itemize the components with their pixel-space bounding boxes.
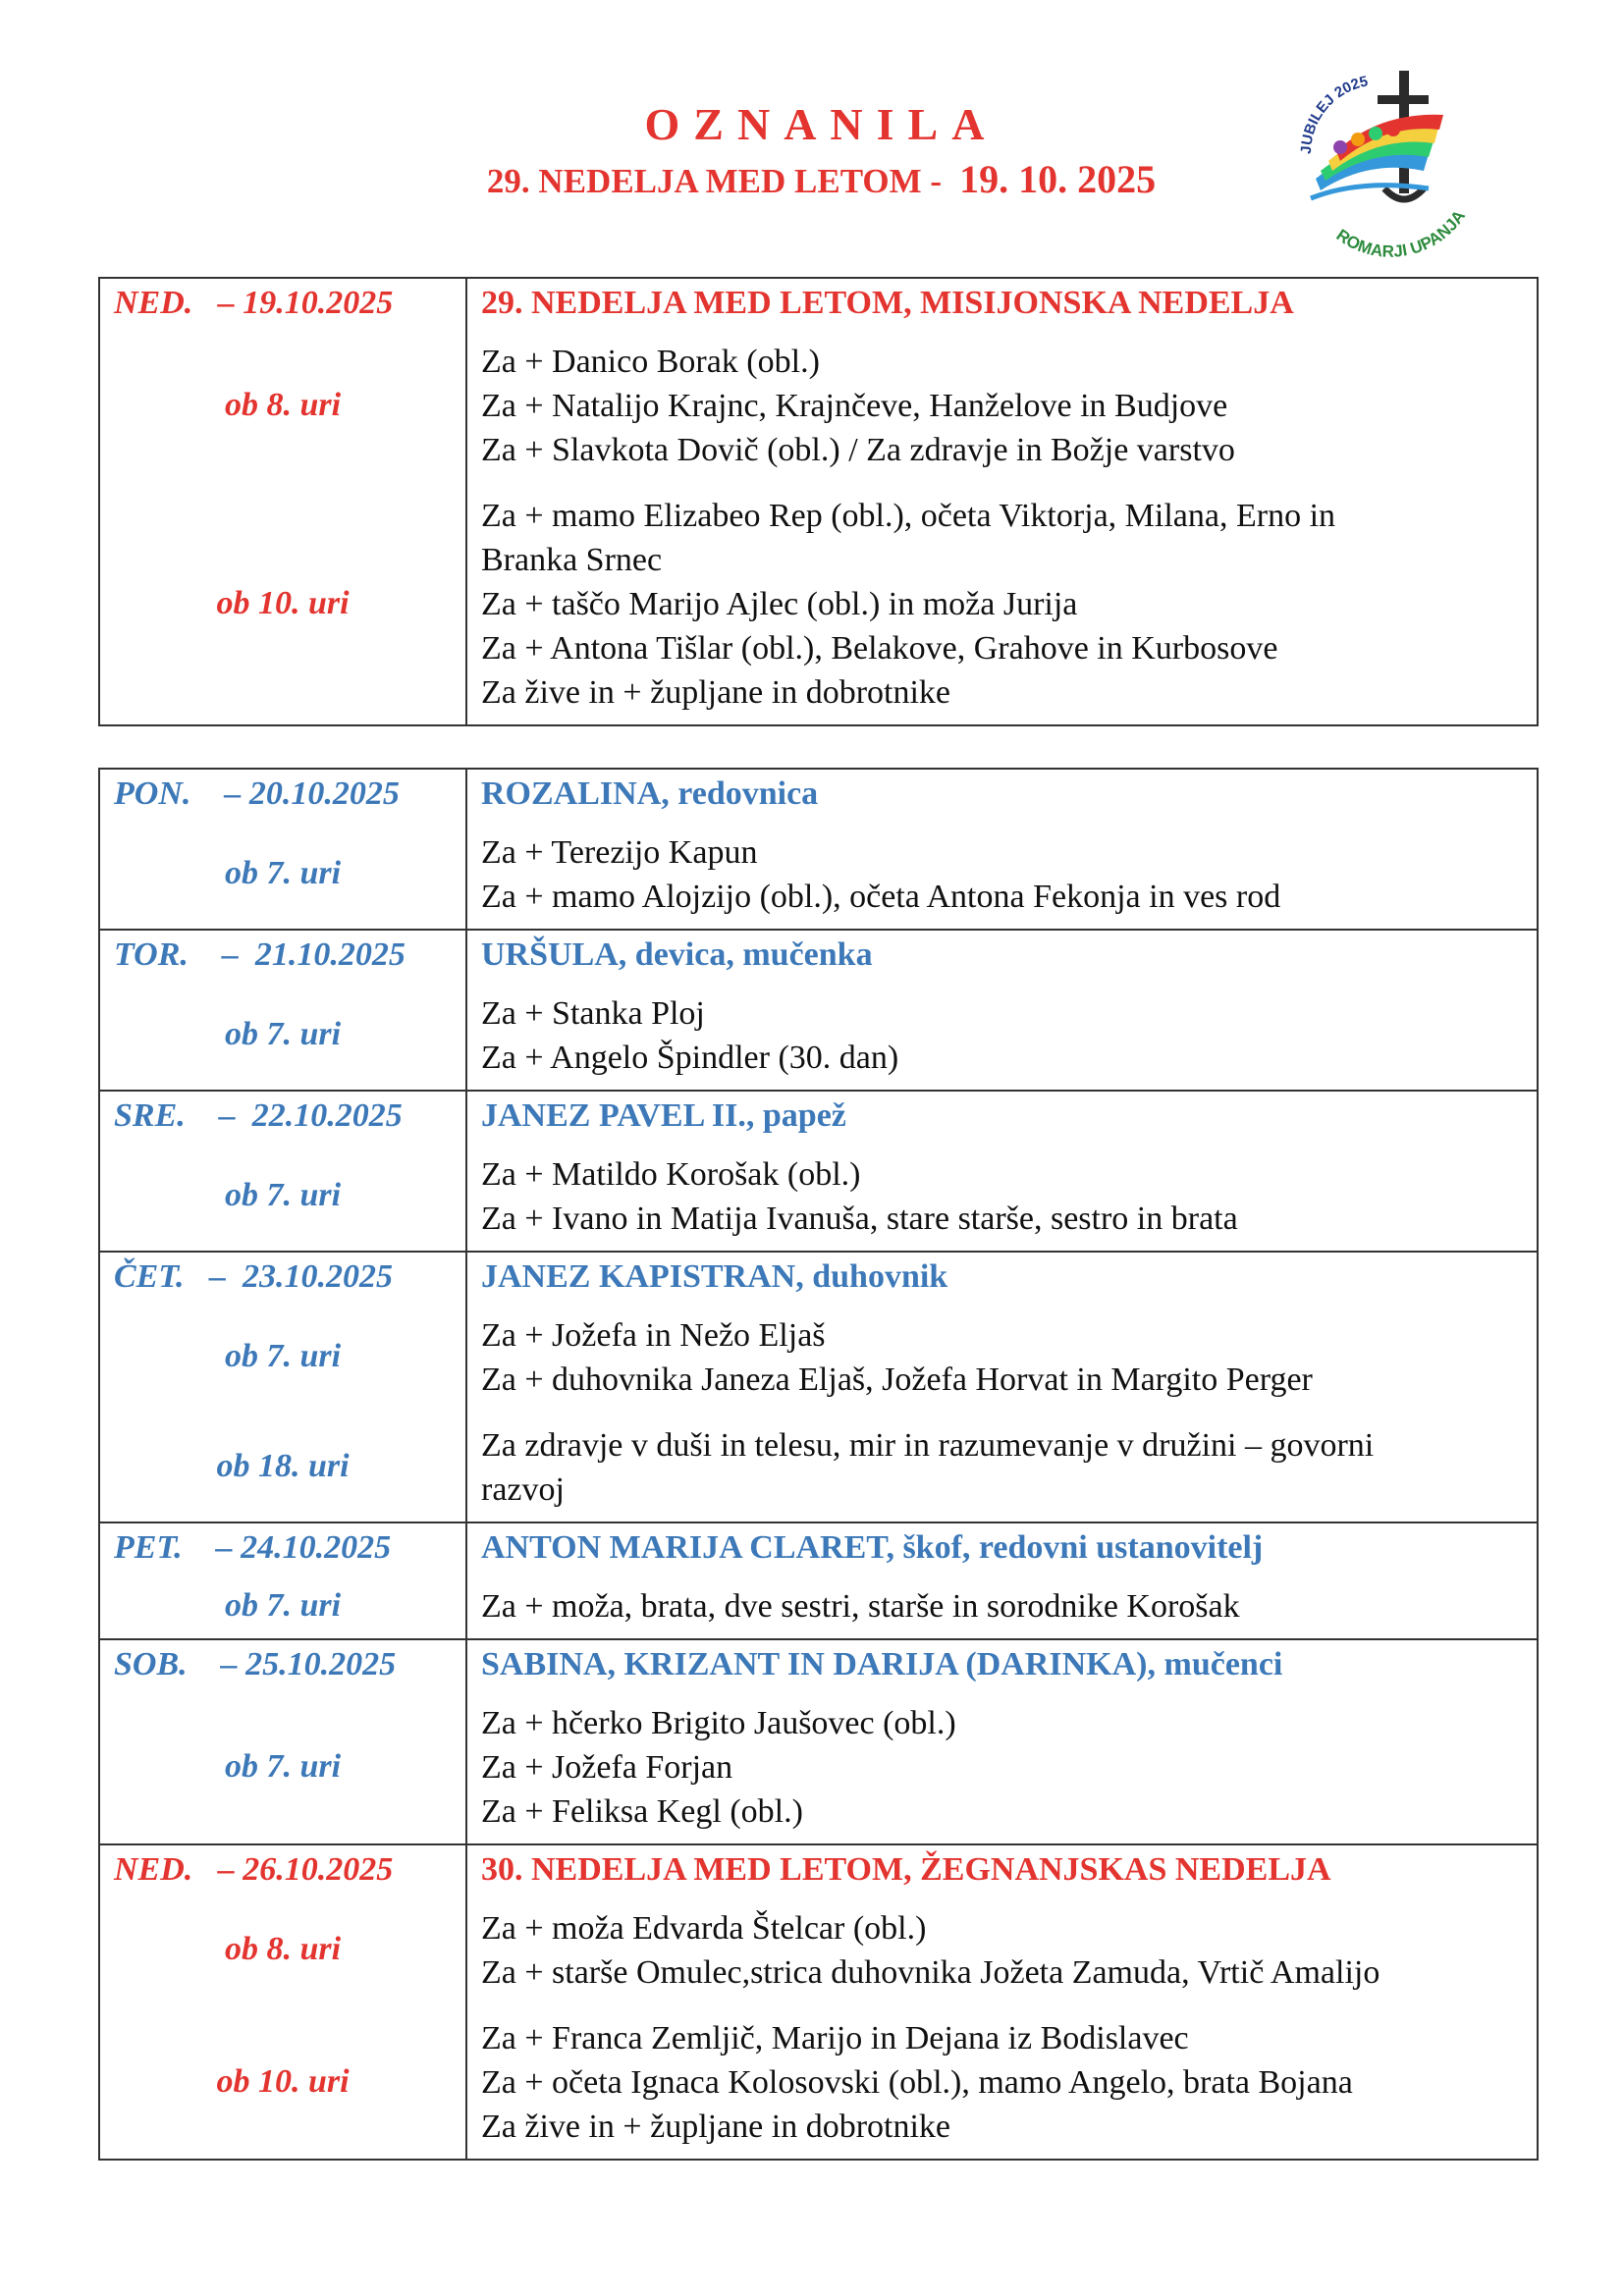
intentions-list [467,1573,1537,1638]
intention-line: Za + Ivano in Matija Ivanuša, stare starše, sestro in brata [481,1201,1238,1237]
intentions-list [467,1689,1537,1843]
intentions-cell [466,1844,1538,2160]
intention-line: Za + Angelo Špindler (30. dan) [481,1040,899,1076]
mass-time: ob 10. uri [216,584,350,621]
day-cell [99,1639,466,1844]
intentions-cell [466,1252,1538,1522]
day-row [99,1091,1538,1252]
mass-time: ob 8. uri [224,386,342,423]
schedule-table [98,277,1539,726]
mass-time: ob 18. uri [216,1448,350,1484]
day-row [99,930,1538,1091]
intention-line: Za + moža Edvarda Štelcar (obl.) [481,1910,927,1947]
intention-line: Za + Slavkota Dovič (obl.) / Za zdravje in Božje varstvo [481,432,1235,468]
intention-line: Za + Franca Zemljič, Marijo in Dejana iz Bodislavec [481,2020,1189,2056]
jubilee-logo [1281,61,1488,257]
day-date: PET. – 24.10.2025 [114,1529,392,1566]
intentions-cell [466,1091,1538,1252]
intentions-cell [466,769,1538,930]
intention-line: Za + Antona Tišlar (obl.), Belakove, Grahove in Kurbosove [481,630,1278,667]
mass-time: ob 7. uri [224,1016,342,1052]
intention-line: Za + Jožefa in Nežo Eljaš [481,1317,826,1354]
day-cell [99,769,466,930]
intentions-list [467,328,1537,482]
mass-time: ob 10. uri [216,2062,350,2100]
day-cell [99,930,466,1091]
intention-line: Za + Danico Borak (obl.) [481,344,820,380]
feast-title: SABINA, KRIZANT IN DARIJA (DARINKA), mučenci [481,1646,1283,1682]
intentions-list [467,819,1537,929]
logo-bottom-text: ROMARJI UPANJA [1332,206,1470,257]
feast-title: 30. NEDELJA MED LETOM, ŽEGNANJSKAS NEDELJA [481,1851,1331,1888]
intentions-list [467,1302,1537,1412]
intention-line: Za žive in + župljane in dobrotnike [481,674,951,711]
day-cell [99,278,466,725]
intention-line: Za + Stanka Ploj [481,995,705,1032]
pilgrims-icon [1311,115,1443,198]
intention-line: Za + moža, brata, dve sestri, starše in sorodnike Korošak [481,1588,1240,1625]
logo-top-text: JUBILEJ 2025 [1297,73,1370,155]
intentions-cell [466,1639,1538,1844]
schedule-table [98,768,1539,2161]
intentions-cell [466,1522,1538,1639]
intention-line: Za + Matildo Korošak (obl.) [481,1156,861,1193]
intention-line: Za + Natalijo Krajnc, Krajnčeve, Hanželove in Budjove [481,388,1228,424]
intentions-list [467,482,1537,724]
mass-time: ob 7. uri [224,1747,342,1785]
intentions-list [467,1141,1537,1251]
day-cell [99,1844,466,2160]
day-cell [99,1091,466,1252]
day-cell [99,1252,466,1522]
intention-line: Za zdravje v duši in telesu, mir in razumevanje v družini – govorni [481,1427,1375,1464]
mass-time: ob 8. uri [224,1931,342,1967]
feast-title: ROZALINA, redovnica [481,775,819,812]
intention-line: Za + Feliksa Kegl (obl.) [481,1793,803,1830]
feast-title: JANEZ PAVEL II., papež [481,1097,846,1134]
page-title: OZNANILA [644,99,999,149]
day-row [99,1844,1538,2160]
day-date: NED. – 19.10.2025 [114,285,394,321]
day-date: TOR. – 21.10.2025 [114,936,406,973]
day-row [99,278,1538,725]
intention-line: Za + Terezijo Kapun [481,834,758,871]
intention-line: razvoj [481,1471,565,1508]
day-date: SRE. – 22.10.2025 [114,1097,403,1134]
intentions-list [467,1895,1537,2004]
feast-title: JANEZ KAPISTRAN, duhovnik [481,1258,948,1295]
day-row [99,769,1538,930]
intention-line: Za + očeta Ignaca Kolosovski (obl.), mamo Angelo, brata Bojana [481,2064,1353,2101]
intentions-cell [466,930,1538,1091]
day-row [99,1252,1538,1522]
intention-line: Za + duhovnika Janeza Eljaš, Jožefa Horvat in Margito Perger [481,1362,1313,1398]
day-date: ČET. – 23.10.2025 [114,1258,394,1295]
intention-line: Za + mamo Elizabeo Rep (obl.), očeta Viktorja, Milana, Erno in [481,498,1336,534]
subtitle-date: 19. 10. 2025 [959,157,1157,201]
intention-line: Za + mamo Alojzijo (obl.), očeta Antona Fekonja in ves rod [481,879,1281,915]
intentions-list [467,2004,1537,2159]
feast-title: 29. NEDELJA MED LETOM, MISIJONSKA NEDELJA [481,285,1294,321]
day-date: PON. – 20.10.2025 [114,775,400,812]
mass-time: ob 7. uri [224,855,342,891]
mass-time: ob 7. uri [224,1177,342,1213]
day-cell [99,1522,466,1639]
intention-line: Za + starše Omulec,strica duhovnika Jožeta Zamuda, Vrtič Amalijo [481,1954,1380,1991]
intention-line: Za + hčerko Brigito Jaušovec (obl.) [481,1705,956,1741]
intention-line: Za + Jožefa Forjan [481,1749,733,1786]
subtitle-text: 29. NEDELJA MED LETOM - [486,162,943,200]
mass-time: ob 7. uri [224,1338,342,1374]
intention-line: Za žive in + župljane in dobrotnike [481,2109,951,2145]
intention-line: Branka Srnec [481,542,663,578]
mass-time: ob 7. uri [224,1586,342,1624]
intentions-list [467,1412,1537,1522]
intentions-list [467,980,1537,1090]
intentions-cell [466,278,1538,725]
feast-title: URŠULA, devica, mučenka [481,936,873,973]
day-row [99,1639,1538,1844]
feast-title: ANTON MARIJA CLARET, škof, redovni ustanovitelj [481,1529,1264,1566]
day-date: SOB. – 25.10.2025 [114,1646,397,1682]
intention-line: Za + taščo Marijo Ajlec (obl.) in moža Jurija [481,586,1078,622]
day-row [99,1522,1538,1639]
day-date: NED. – 26.10.2025 [114,1851,394,1888]
